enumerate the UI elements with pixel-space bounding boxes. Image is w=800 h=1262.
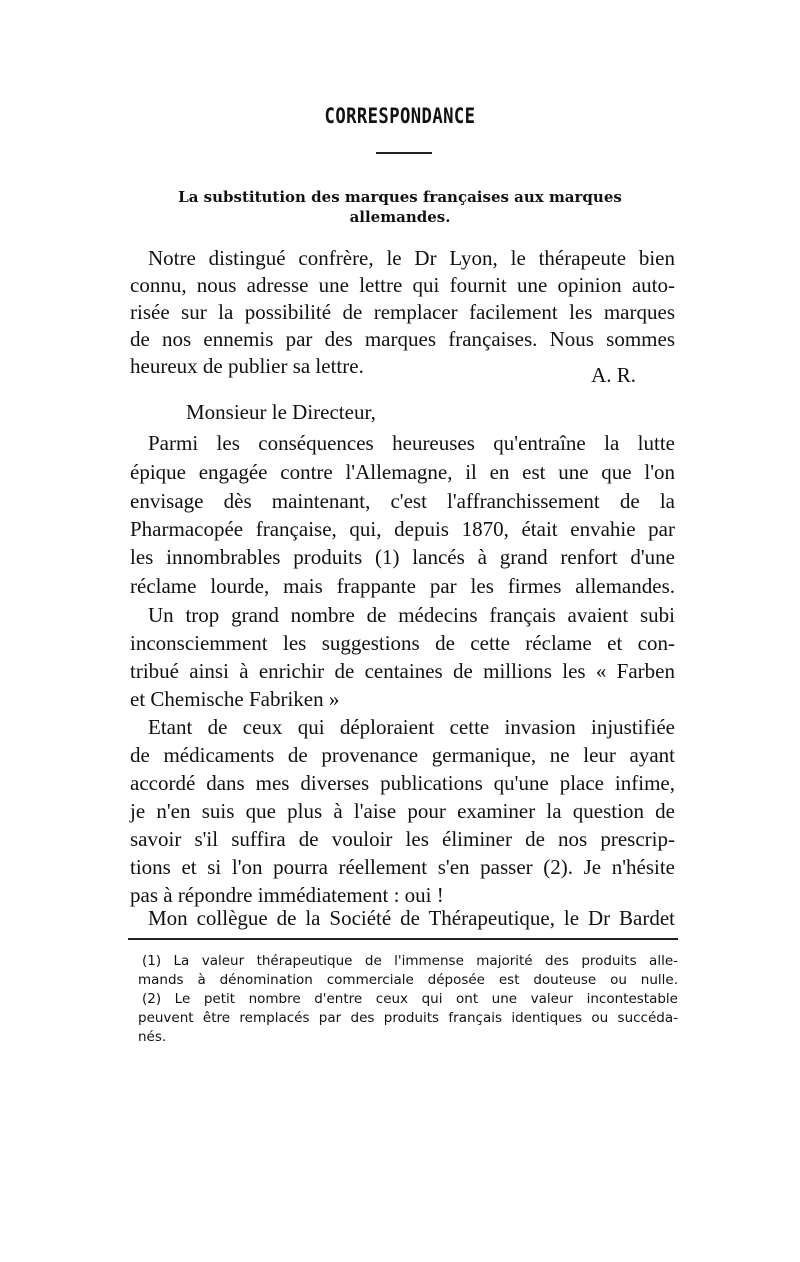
article-title-line-1: La substitution des marques françaises aux marques [178,188,622,206]
letter-line: Etant de ceux qui déploraient cette invasion injustifiée [148,715,675,739]
letter-line: Parmi les conséquences heureuses qu'entraîne la lutte [148,431,675,455]
letter-line: les innombrables produits (1) lancés à grand renfort d'une [130,545,675,569]
letter-line: Mon collègue de la Société de Thérapeutique, le Dr Bardet [148,906,675,930]
intro-line: Notre distingué confrère, le Dr Lyon, le thérapeute bien [148,246,675,270]
letter-line: tribué ainsi à enrichir de centaines de millions les « Farben [130,659,675,683]
intro-line: risée sur la possibilité de remplacer facilement les marques [130,300,675,324]
letter-line: savoir s'il suffira de vouloir les éliminer de nos prescrip- [130,827,675,851]
footnote-line: nés. [138,1029,167,1045]
letter-line: et Chemische Fabriken » [130,687,340,711]
intro-line: de nos ennemis par des marques françaises. Nous sommes [130,327,675,351]
letter-line: Un trop grand nombre de médecins français avaient subi [148,603,675,627]
letter-line: accordé dans mes diverses publications qu'une place infime, [130,771,675,795]
signature-initials: A. R. [591,363,636,387]
letter-line: de médicaments de provenance germanique, ne leur ayant [130,743,675,767]
salutation: Monsieur le Directeur, [186,400,376,424]
intro-line: heureux de publier sa lettre. [130,354,364,378]
footnote-line: peuvent être remplacés par des produits français identiques ou succéda- [138,1010,678,1026]
letter-line: je n'en suis que plus à l'aise pour examiner la question de [130,799,675,823]
heading-rule [376,152,432,154]
footnote-line: (1) La valeur thérapeutique de l'immense majorité des produits alle- [142,953,678,969]
section-heading: CORRESPONDANCE [324,104,476,128]
letter-line: tions et si l'on pourra réellement s'en passer (2). Je n'hésite [130,855,675,879]
letter-line: inconsciemment les suggestions de cette réclame et con- [130,631,675,655]
footnote-line: (2) Le petit nombre d'entre ceux qui ont une valeur incontestable [142,991,678,1007]
letter-line: pas à répondre immédiatement : oui ! [130,883,444,907]
letter-line: envisage dès maintenant, c'est l'affranchissement de la [130,489,675,513]
intro-line: connu, nous adresse une lettre qui fournit une opinion auto- [130,273,675,297]
letter-line: réclame lourde, mais frappante par les firmes allemandes. [130,574,675,598]
footnote-line: mands à dénomination commerciale déposée est douteuse ou nulle. [138,972,678,988]
article-title-line-2: allemandes. [349,208,451,226]
footnote-rule [128,938,678,940]
letter-line: Pharmacopée française, qui, depuis 1870, était envahie par [130,517,675,541]
letter-line: épique engagée contre l'Allemagne, il en est une que l'on [130,460,675,484]
